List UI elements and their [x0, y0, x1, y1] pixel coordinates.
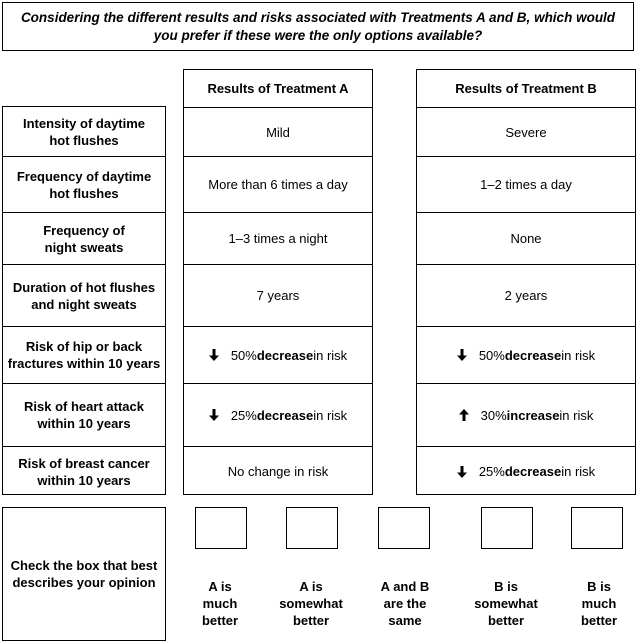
table-cell: [417, 446, 635, 496]
cell-text: Severe: [505, 124, 547, 140]
table-cell: [184, 326, 372, 383]
row-label: Intensity of daytime hot flushes: [22, 115, 146, 148]
down-arrow-icon: [209, 409, 219, 421]
option-label: A is somewhat better: [279, 579, 343, 628]
cell-emphasis: decrease: [504, 347, 562, 363]
cell-text: 25%: [230, 407, 257, 423]
table-cell: [417, 107, 635, 156]
cell-text: None: [510, 231, 542, 246]
down-arrow-icon: [457, 466, 467, 478]
row-label: Duration of hot flushes and night sweats: [3, 264, 165, 326]
table-cell: [417, 212, 635, 264]
option-label: A is much better: [201, 579, 239, 628]
row-label: Risk of breast cancer within 10 years: [3, 446, 165, 496]
down-arrow-icon: [209, 349, 219, 361]
table-cell: [184, 446, 372, 496]
table-cell: [184, 156, 372, 212]
cell-text: in risk: [561, 347, 596, 363]
treatment-b-header: Results of Treatment B: [455, 81, 597, 96]
down-arrow-icon: [457, 349, 467, 361]
table-cell: [184, 107, 372, 156]
cell-text: in risk: [313, 407, 348, 423]
option-a-much-better-checkbox[interactable]: [195, 507, 247, 549]
cell-text: in risk: [561, 464, 596, 479]
cell-emphasis: increase: [506, 407, 560, 423]
table-cell: [417, 156, 635, 212]
cell-text: 2 years: [504, 288, 548, 303]
treatment-a-column: [183, 69, 373, 495]
cell-text: 1–3 times a night: [228, 231, 328, 246]
option-same-checkbox[interactable]: [378, 507, 430, 549]
table-cell: [417, 326, 635, 383]
table-cell: [184, 264, 372, 326]
row-label: Frequency of daytime hot flushes: [3, 156, 165, 212]
question-text: Considering the different results and risks associated with Treatments A and B, which would you prefer if these were the only options available?: [2, 2, 634, 51]
cell-text: Mild: [266, 124, 290, 140]
cell-emphasis: decrease: [504, 464, 562, 479]
cell-emphasis: decrease: [256, 347, 314, 363]
treatment-b-column: [416, 69, 636, 495]
row-label: Risk of hip or back fractures within 10 years: [3, 326, 165, 383]
option-label: A and B are the same: [380, 579, 430, 628]
cell-text: 1–2 times a day: [480, 177, 572, 192]
cell-text: 7 years: [256, 288, 300, 303]
table-cell: [417, 264, 635, 326]
cell-text: 50%: [478, 347, 505, 363]
table-cell: [184, 212, 372, 264]
cell-emphasis: decrease: [256, 407, 314, 423]
option-b-somewhat-better-checkbox[interactable]: [481, 507, 533, 549]
option-b-much-better-checkbox[interactable]: [571, 507, 623, 549]
cell-text: in risk: [559, 407, 594, 423]
option-a-somewhat-better-checkbox[interactable]: [286, 507, 338, 549]
cell-text: 50%: [230, 347, 257, 363]
option-label: B is much better: [580, 579, 618, 628]
cell-text: in risk: [313, 347, 348, 363]
option-label: B is somewhat better: [474, 579, 538, 628]
cell-text: 25%: [478, 464, 505, 479]
opinion-prompt: Check the box that best describes your opinion: [2, 507, 166, 641]
cell-text: No change in risk: [227, 464, 329, 479]
up-arrow-icon: [459, 409, 469, 421]
cell-text: 30%: [480, 407, 507, 423]
row-label: Risk of heart attack within 10 years: [3, 383, 165, 446]
cell-text: More than 6 times a day: [208, 177, 348, 192]
treatment-a-header: Results of Treatment A: [207, 81, 349, 96]
table-cell: [417, 383, 635, 446]
row-label: Frequency of night sweats: [3, 212, 165, 264]
row-labels-column: [2, 106, 166, 495]
table-cell: [184, 383, 372, 446]
